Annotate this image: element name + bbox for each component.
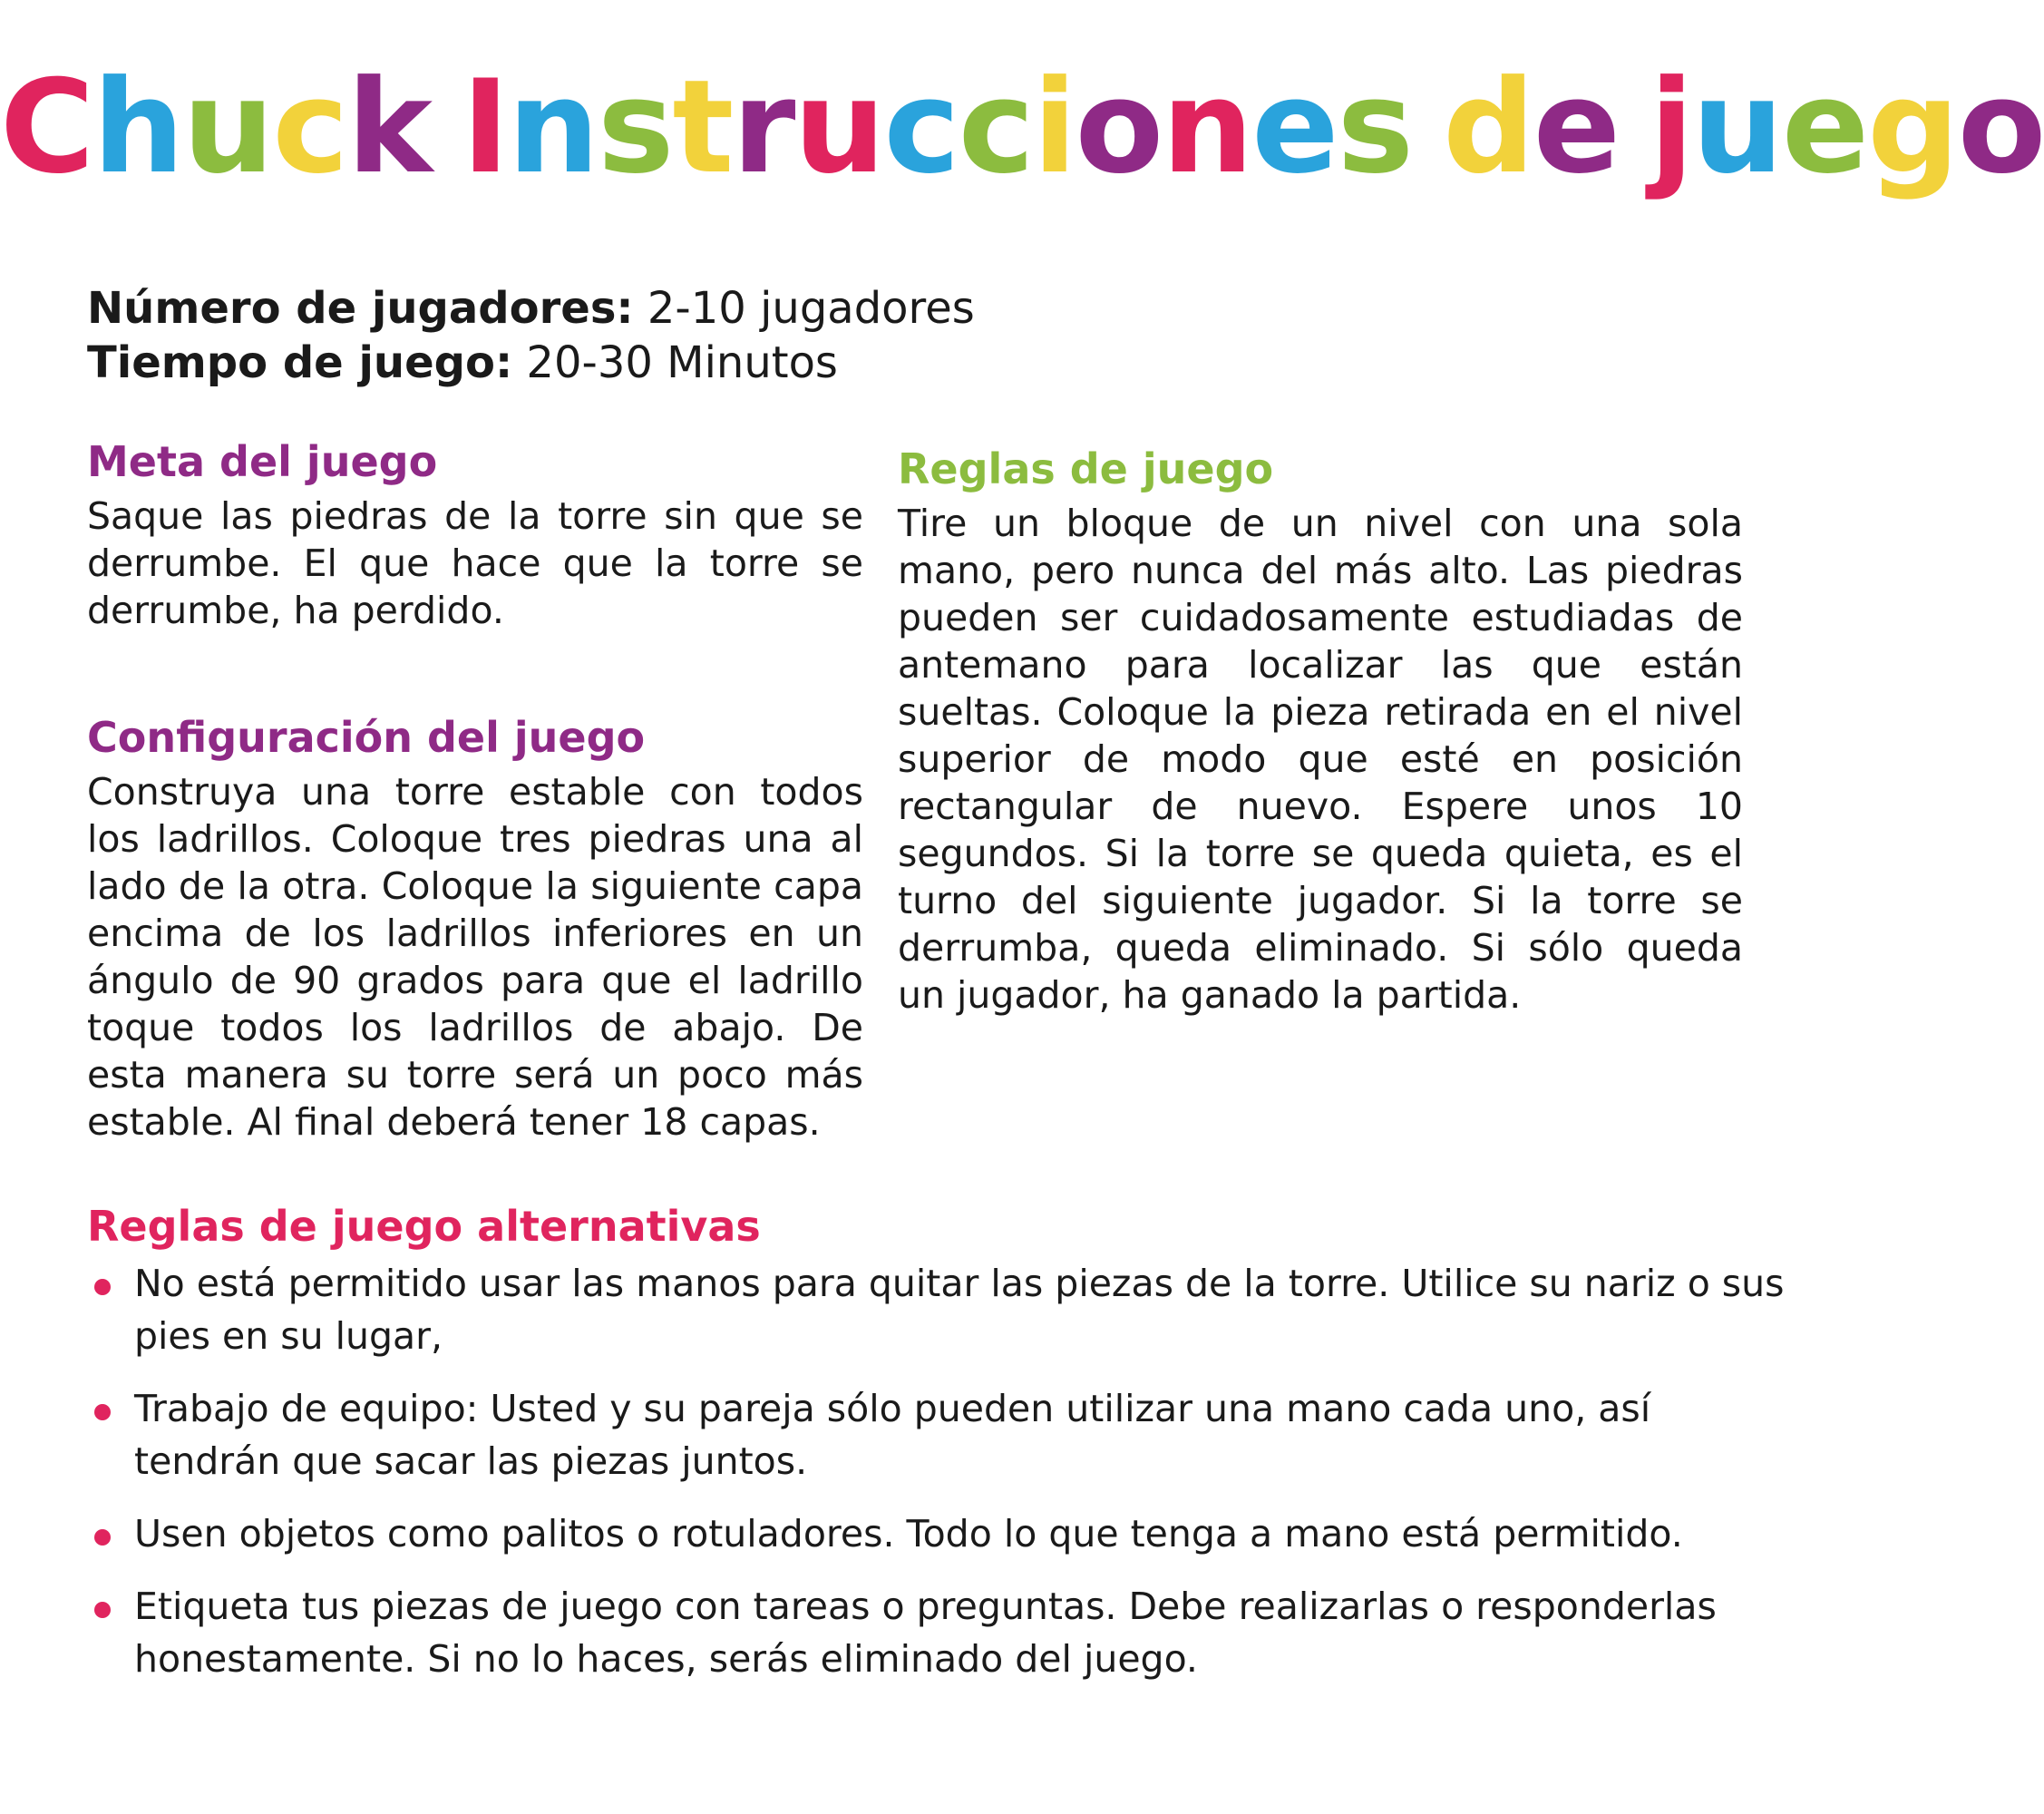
title-letter: g (1867, 53, 1958, 202)
title-letter: n (1162, 53, 1252, 202)
setup-section (87, 713, 863, 1146)
title-letter: o (1075, 53, 1163, 202)
title-letter: e (1781, 53, 1868, 202)
list-item: Usen objetos como palitos o rotuladores. Todo lo que tenga a mano está permitido. (87, 1507, 1792, 1560)
title-letter: c (883, 53, 959, 202)
goal-text: Saque las piedras de la torre sin que se derrumbe. El que hace que la torre se derrumbe, ha perdido. (87, 494, 863, 633)
goal-heading: Meta del juego (87, 437, 438, 486)
page-title (0, 53, 2044, 202)
list-item: Etiqueta tus piezas de juego con tareas o preguntas. Debe realizarlas o responderlas honestamente. Si no lo haces, serás eliminado del juego. (87, 1580, 1792, 1685)
time-info (87, 337, 838, 388)
bullet-icon (94, 1404, 111, 1420)
title-letter: I (462, 53, 508, 202)
rules-heading: Reglas de juego (898, 444, 1274, 493)
title-letter: c (958, 53, 1033, 202)
title-letter: u (182, 53, 273, 202)
title-letter: r (732, 53, 794, 202)
bullet-icon (94, 1279, 111, 1295)
time-value: 20-30 Minutos (512, 337, 838, 388)
title-letter: t (672, 53, 733, 202)
title-letter: o (1957, 53, 2044, 202)
goal-section (87, 437, 863, 634)
alternative-heading: Reglas de juego alternativas (87, 1202, 761, 1251)
title-letter: u (1691, 53, 1782, 202)
title-letter: u (793, 53, 884, 202)
title-letter: k (346, 53, 432, 202)
title-letter: e (1533, 53, 1620, 202)
title-letter: n (507, 53, 598, 202)
time-label: Tiempo de juego: (87, 337, 513, 388)
title-letter: C (0, 53, 93, 202)
players-label: Número de jugadores: (87, 283, 634, 334)
setup-text: Construya una torre estable con todos los ladrillos. Coloque tres piedras una al lado de la otra. Coloque la siguiente capa encima de los ladrillos inferiores en un ángulo de 90 grados para que el ladrillo toque todos los ladrillos de abajo. De esta manera su torre será un poco más estable. Al final deberá tener 18 capas. (87, 770, 863, 1145)
title-letter: h (92, 53, 183, 202)
title-letter (431, 63, 462, 192)
players-info (87, 283, 975, 334)
title-letter (1412, 63, 1443, 192)
title-letter: s (1337, 53, 1413, 202)
rules-text: Tire un bloque de un nivel con una sola mano, pero nunca del más alto. Las piedras pueden ser cuidadosamente estudiadas de antemano para localizar las que están sueltas. Coloque la pieza retirada en el nivel superior de modo que esté en posición rectangular de nuevo. Espere unos 10 segundos. Si la torre se queda quieta, es el turno del siguiente jugador. Si la torre se derrumba, queda eliminado. Si sólo queda un jugador, ha ganado la partida. (898, 502, 1743, 1018)
title-letter: e (1251, 53, 1338, 202)
list-item: Trabajo de equipo: Usted y su pareja sólo pueden utilizar una mano cada uno, así tendrán que sacar las piezas juntos. (87, 1382, 1792, 1487)
bullet-icon (94, 1602, 111, 1618)
title-letter: j (1650, 53, 1692, 202)
rules-section (898, 444, 1743, 1019)
bullet-icon (94, 1529, 111, 1546)
title-letter: d (1443, 53, 1533, 202)
setup-heading: Configuración del juego (87, 713, 646, 762)
title-letter: i (1032, 53, 1076, 202)
title-letter (1619, 63, 1650, 192)
alternative-rules-list (87, 1257, 1792, 1685)
list-item: No está permitido usar las manos para quitar las piezas de la torre. Utilice su nariz o sus pies en su lugar, (87, 1257, 1792, 1362)
alternative-rules-section (87, 1202, 1792, 1705)
title-letter: s (597, 53, 673, 202)
title-letter: c (272, 53, 347, 202)
players-value: 2-10 jugadores (633, 283, 975, 334)
